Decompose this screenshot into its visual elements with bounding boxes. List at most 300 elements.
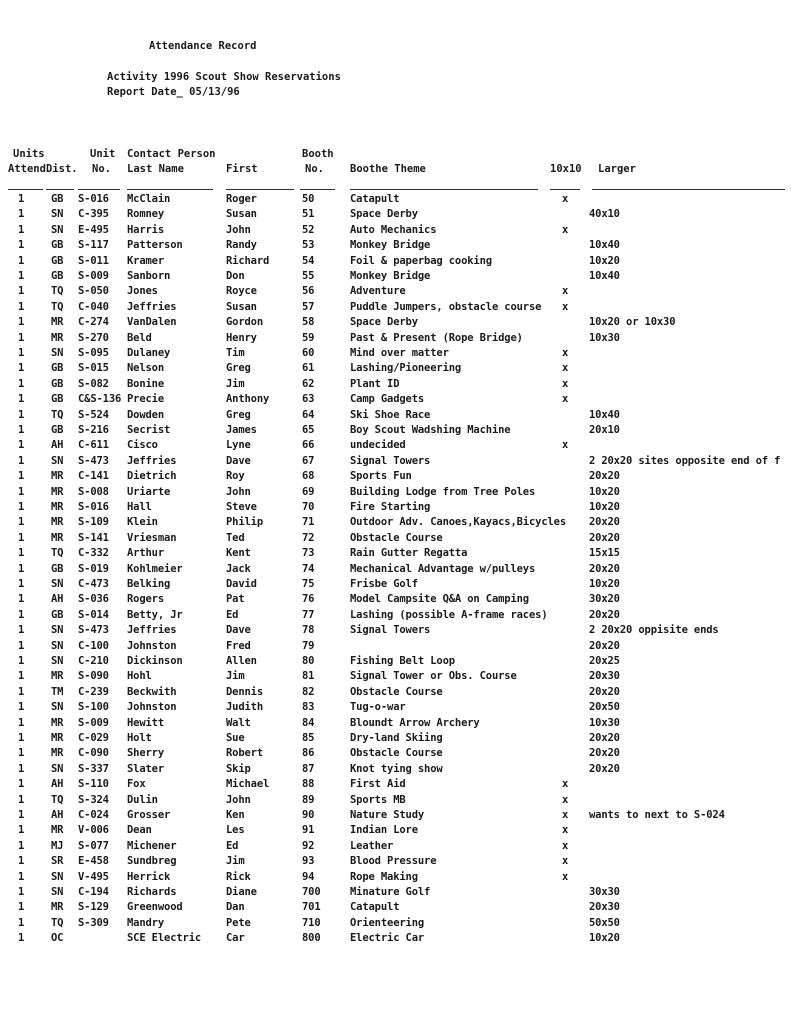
- theme-cell: Fishing Belt Loop: [350, 655, 455, 667]
- theme-cell: Frisbe Golf: [350, 578, 418, 590]
- table-row: [0, 362, 791, 377]
- first-name-cell: John: [226, 793, 251, 806]
- dist-cell: SN: [51, 886, 64, 898]
- last-name-cell: Hewitt: [127, 716, 165, 729]
- theme-cell: Tug-o-war: [350, 701, 406, 714]
- table-row: [0, 747, 791, 762]
- larger-cell: 20x20: [589, 639, 620, 652]
- attend-cell: 1: [18, 639, 25, 652]
- header-dist: Dist.: [46, 163, 78, 175]
- header-rule-10x10: [550, 189, 580, 190]
- last-name-cell: Sherry: [127, 747, 165, 760]
- ten-by-ten-mark: x: [562, 193, 569, 205]
- larger-cell: 20x30: [589, 670, 620, 683]
- attend-cell: 1: [18, 855, 25, 868]
- last-name-cell: Harris: [127, 223, 165, 236]
- dist-cell: AH: [51, 593, 64, 606]
- last-name-cell: Beckwith: [127, 685, 177, 698]
- attend-cell: 1: [18, 824, 25, 837]
- table-row: [0, 316, 791, 331]
- larger-cell: 20x20: [589, 762, 620, 775]
- table-row: [0, 516, 791, 531]
- theme-cell: Catapult: [350, 193, 400, 205]
- dist-cell: TQ: [51, 285, 64, 298]
- unit-cell: C&S-136: [78, 393, 122, 406]
- table-row: [0, 393, 791, 408]
- table-row: [0, 670, 791, 685]
- header-10x10: 10x10: [550, 163, 582, 175]
- last-name-cell: Dean: [127, 824, 152, 837]
- attend-cell: 1: [18, 747, 25, 760]
- first-name-cell: Susan: [226, 300, 257, 313]
- booth-cell: 62: [302, 377, 315, 390]
- first-name-cell: Ken: [226, 809, 245, 821]
- last-name-cell: SCE Electric: [127, 932, 202, 945]
- unit-cell: S-009: [78, 716, 109, 729]
- unit-cell: C-194: [78, 886, 109, 898]
- larger-cell: 2 20x20 sites opposite end of f: [589, 454, 781, 467]
- theme-cell: Lashing (possible A-frame races): [350, 608, 548, 621]
- dist-cell: GB: [51, 608, 64, 621]
- dist-cell: AH: [51, 778, 64, 791]
- theme-cell: Signal Towers: [350, 624, 431, 637]
- header-contact-person: Contact Person: [127, 148, 216, 160]
- attend-cell: 1: [18, 285, 25, 298]
- ten-by-ten-mark: x: [562, 393, 569, 406]
- header-rule-larger: [592, 189, 785, 190]
- table-row: [0, 332, 791, 347]
- attend-cell: 1: [18, 501, 25, 513]
- booth-cell: 69: [302, 485, 315, 498]
- table-row: [0, 840, 791, 855]
- larger-cell: 15x15: [589, 547, 620, 560]
- theme-cell: Space Derby: [350, 316, 418, 329]
- first-name-cell: Dennis: [226, 685, 264, 698]
- booth-cell: 64: [302, 408, 315, 421]
- dist-cell: SN: [51, 578, 64, 590]
- first-name-cell: James: [226, 424, 257, 436]
- unit-cell: S-216: [78, 424, 109, 436]
- ten-by-ten-mark: x: [562, 439, 569, 452]
- table-row: [0, 455, 791, 470]
- booth-cell: 65: [302, 424, 315, 436]
- attend-cell: 1: [18, 516, 25, 529]
- header-rule-first: [226, 189, 294, 190]
- last-name-cell: Nelson: [127, 362, 165, 375]
- header-attend: Attend: [8, 163, 46, 175]
- first-name-cell: Judith: [226, 701, 264, 714]
- larger-cell: 50x50: [589, 916, 620, 929]
- booth-cell: 66: [302, 439, 315, 452]
- last-name-cell: Dickinson: [127, 655, 183, 667]
- larger-cell: 20x20: [589, 732, 620, 744]
- attend-cell: 1: [18, 732, 25, 744]
- theme-cell: Puddle Jumpers, obstacle course: [350, 300, 542, 313]
- unit-cell: C-239: [78, 685, 109, 698]
- first-name-cell: Anthony: [226, 393, 270, 406]
- ten-by-ten-mark: x: [562, 778, 569, 791]
- attend-cell: 1: [18, 377, 25, 390]
- larger-cell: 30x30: [589, 886, 620, 898]
- attend-cell: 1: [18, 608, 25, 621]
- booth-cell: 90: [302, 809, 315, 821]
- theme-cell: Space Derby: [350, 208, 418, 221]
- dist-cell: MR: [51, 516, 64, 529]
- attend-cell: 1: [18, 916, 25, 929]
- first-name-cell: Gordon: [226, 316, 264, 329]
- larger-cell: 10x20: [589, 485, 620, 498]
- table-row: [0, 732, 791, 747]
- last-name-cell: Michener: [127, 839, 177, 852]
- last-name-cell: Johnston: [127, 639, 177, 652]
- ten-by-ten-mark: x: [562, 223, 569, 236]
- last-name-cell: Precie: [127, 393, 165, 406]
- larger-cell: 20x10: [589, 424, 620, 436]
- theme-cell: Nature Study: [350, 809, 425, 821]
- booth-cell: 53: [302, 239, 315, 252]
- last-name-cell: Greenwood: [127, 901, 183, 914]
- booth-cell: 63: [302, 393, 315, 406]
- booth-cell: 79: [302, 639, 315, 652]
- attend-cell: 1: [18, 239, 25, 252]
- table-row: [0, 578, 791, 593]
- unit-cell: S-015: [78, 362, 109, 375]
- table-row: [0, 717, 791, 732]
- unit-cell: C-395: [78, 208, 109, 221]
- table-row: [0, 255, 791, 270]
- first-name-cell: Pat: [226, 593, 245, 606]
- attend-cell: 1: [18, 408, 25, 421]
- dist-cell: MR: [51, 485, 64, 498]
- first-name-cell: Robert: [226, 747, 264, 760]
- theme-cell: Monkey Bridge: [350, 239, 431, 252]
- booth-cell: 78: [302, 624, 315, 637]
- dist-cell: MR: [51, 470, 64, 483]
- last-name-cell: Arthur: [127, 547, 165, 560]
- attend-cell: 1: [18, 670, 25, 683]
- theme-cell: Rain Gutter Regatta: [350, 547, 468, 560]
- first-name-cell: Skip: [226, 762, 251, 775]
- theme-cell: First Aid: [350, 778, 406, 791]
- unit-cell: S-014: [78, 608, 109, 621]
- table-row: [0, 778, 791, 793]
- attend-cell: 1: [18, 932, 25, 945]
- theme-cell: undecided: [350, 439, 406, 452]
- dist-cell: GB: [51, 562, 64, 575]
- booth-cell: 50: [302, 193, 315, 205]
- dist-cell: TQ: [51, 300, 64, 313]
- dist-cell: MR: [51, 747, 64, 760]
- last-name-cell: Jeffries: [127, 300, 177, 313]
- header-unit: Unit: [90, 148, 116, 160]
- dist-cell: MR: [51, 901, 64, 914]
- table-row: [0, 470, 791, 485]
- header-rule-booth: [300, 189, 335, 190]
- table-row: [0, 624, 791, 639]
- booth-cell: 51: [302, 208, 315, 221]
- table-row: [0, 378, 791, 393]
- first-name-cell: Jim: [226, 377, 245, 390]
- first-name-cell: Greg: [226, 362, 251, 375]
- unit-cell: S-050: [78, 285, 109, 298]
- unit-cell: S-100: [78, 701, 109, 714]
- first-name-cell: Steve: [226, 501, 257, 513]
- first-name-cell: Fred: [226, 639, 251, 652]
- unit-cell: S-095: [78, 347, 109, 359]
- attend-cell: 1: [18, 870, 25, 883]
- header-last-name: Last Name: [127, 163, 184, 175]
- dist-cell: MR: [51, 732, 64, 744]
- dist-cell: MJ: [51, 839, 64, 852]
- attend-cell: 1: [18, 531, 25, 544]
- table-row: [0, 824, 791, 839]
- table-row: [0, 686, 791, 701]
- table-row: [0, 239, 791, 254]
- theme-cell: Obstacle Course: [350, 685, 443, 698]
- first-name-cell: Dan: [226, 901, 245, 914]
- unit-cell: C-141: [78, 470, 109, 483]
- first-name-cell: Sue: [226, 732, 245, 744]
- first-name-cell: Greg: [226, 408, 251, 421]
- booth-cell: 88: [302, 778, 315, 791]
- attend-cell: 1: [18, 193, 25, 205]
- last-name-cell: Betty, Jr: [127, 608, 183, 621]
- unit-cell: S-141: [78, 531, 109, 544]
- header-rule-attend: [8, 189, 43, 190]
- table-row: [0, 609, 791, 624]
- table-row: [0, 871, 791, 886]
- booth-cell: 87: [302, 762, 315, 775]
- booth-cell: 81: [302, 670, 315, 683]
- booth-cell: 58: [302, 316, 315, 329]
- header-booth: Booth: [302, 148, 334, 160]
- booth-cell: 82: [302, 685, 315, 698]
- attend-cell: 1: [18, 316, 25, 329]
- first-name-cell: Lyne: [226, 439, 251, 452]
- booth-cell: 85: [302, 732, 315, 744]
- booth-cell: 60: [302, 347, 315, 359]
- theme-cell: Bloundt Arrow Archery: [350, 716, 480, 729]
- theme-cell: Model Campsite Q&A on Camping: [350, 593, 529, 606]
- dist-cell: SN: [51, 639, 64, 652]
- dist-cell: SN: [51, 454, 64, 467]
- unit-cell: S-524: [78, 408, 109, 421]
- dist-cell: GB: [51, 424, 64, 436]
- last-name-cell: Kohlmeier: [127, 562, 183, 575]
- first-name-cell: Les: [226, 824, 245, 837]
- last-name-cell: Johnston: [127, 701, 177, 714]
- first-name-cell: Philip: [226, 516, 264, 529]
- attend-cell: 1: [18, 578, 25, 590]
- dist-cell: MR: [51, 824, 64, 837]
- theme-cell: Minature Golf: [350, 886, 431, 898]
- first-name-cell: Henry: [226, 331, 257, 344]
- last-name-cell: Hall: [127, 501, 152, 513]
- last-name-cell: Sanborn: [127, 270, 171, 282]
- first-name-cell: Pete: [226, 916, 251, 929]
- unit-cell: S-016: [78, 501, 109, 513]
- booth-cell: 59: [302, 331, 315, 344]
- dist-cell: SN: [51, 701, 64, 714]
- booth-cell: 710: [302, 916, 321, 929]
- larger-cell: 20x20: [589, 470, 620, 483]
- first-name-cell: Susan: [226, 208, 257, 221]
- last-name-cell: Grosser: [127, 809, 171, 821]
- theme-cell: Foil & paperbag cooking: [350, 254, 492, 267]
- first-name-cell: Ted: [226, 531, 245, 544]
- attend-cell: 1: [18, 300, 25, 313]
- attend-cell: 1: [18, 254, 25, 267]
- dist-cell: GB: [51, 362, 64, 375]
- unit-cell: C-611: [78, 439, 109, 452]
- larger-cell: 10x20: [589, 578, 620, 590]
- first-name-cell: Dave: [226, 624, 251, 637]
- ten-by-ten-mark: x: [562, 300, 569, 313]
- dist-cell: MR: [51, 716, 64, 729]
- theme-cell: Past & Present (Rope Bridge): [350, 331, 523, 344]
- ten-by-ten-mark: x: [562, 377, 569, 390]
- attend-cell: 1: [18, 778, 25, 791]
- table-row: [0, 901, 791, 916]
- booth-cell: 83: [302, 701, 315, 714]
- larger-cell: 10x40: [589, 270, 620, 282]
- last-name-cell: Holt: [127, 732, 152, 744]
- larger-cell: wants to next to S-024: [589, 809, 725, 821]
- first-name-cell: Don: [226, 270, 245, 282]
- first-name-cell: John: [226, 485, 251, 498]
- attend-cell: 1: [18, 562, 25, 575]
- dist-cell: SN: [51, 223, 64, 236]
- unit-cell: C-024: [78, 809, 109, 821]
- booth-cell: 56: [302, 285, 315, 298]
- booth-cell: 61: [302, 362, 315, 375]
- ten-by-ten-mark: x: [562, 870, 569, 883]
- last-name-cell: Uriarte: [127, 485, 171, 498]
- last-name-cell: Beld: [127, 331, 152, 344]
- attend-cell: 1: [18, 839, 25, 852]
- header-rule-last-name: [127, 189, 213, 190]
- unit-cell: S-473: [78, 624, 109, 637]
- dist-cell: GB: [51, 254, 64, 267]
- first-name-cell: Ed: [226, 839, 239, 852]
- last-name-cell: Sundbreg: [127, 855, 177, 868]
- dist-cell: MR: [51, 670, 64, 683]
- dist-cell: SN: [51, 624, 64, 637]
- unit-cell: S-011: [78, 254, 109, 267]
- last-name-cell: Secrist: [127, 424, 171, 436]
- attend-cell: 1: [18, 547, 25, 560]
- theme-cell: Electric Car: [350, 932, 425, 945]
- unit-cell: C-210: [78, 655, 109, 667]
- booth-cell: 701: [302, 901, 321, 914]
- unit-cell: S-117: [78, 239, 109, 252]
- unit-cell: S-110: [78, 778, 109, 791]
- first-name-cell: Ed: [226, 608, 239, 621]
- ten-by-ten-mark: x: [562, 855, 569, 868]
- first-name-cell: Kent: [226, 547, 251, 560]
- larger-cell: 10x40: [589, 239, 620, 252]
- attend-cell: 1: [18, 439, 25, 452]
- unit-cell: S-077: [78, 839, 109, 852]
- booth-cell: 57: [302, 300, 315, 313]
- dist-cell: GB: [51, 393, 64, 406]
- larger-cell: 10x20 or 10x30: [589, 316, 676, 329]
- dist-cell: SR: [51, 855, 64, 868]
- table-row: [0, 917, 791, 932]
- dist-cell: TQ: [51, 793, 64, 806]
- last-name-cell: Herrick: [127, 870, 171, 883]
- header-first: First: [226, 163, 258, 175]
- ten-by-ten-mark: x: [562, 839, 569, 852]
- ten-by-ten-mark: x: [562, 362, 569, 375]
- last-name-cell: Cisco: [127, 439, 158, 452]
- theme-cell: Orienteering: [350, 916, 425, 929]
- last-name-cell: Richards: [127, 886, 177, 898]
- first-name-cell: Roy: [226, 470, 245, 483]
- last-name-cell: Belking: [127, 578, 171, 590]
- larger-cell: 10x30: [589, 716, 620, 729]
- theme-cell: Knot tying show: [350, 762, 443, 775]
- last-name-cell: Romney: [127, 208, 165, 221]
- unit-cell: S-270: [78, 331, 109, 344]
- theme-cell: Outdoor Adv. Canoes,Kayacs,Bicycles: [350, 516, 567, 529]
- dist-cell: GB: [51, 270, 64, 282]
- first-name-cell: Diane: [226, 886, 257, 898]
- booth-cell: 73: [302, 547, 315, 560]
- unit-cell: S-309: [78, 916, 109, 929]
- theme-cell: Blood Pressure: [350, 855, 437, 868]
- unit-cell: V-495: [78, 870, 109, 883]
- booth-cell: 54: [302, 254, 315, 267]
- attend-cell: 1: [18, 793, 25, 806]
- theme-cell: Plant ID: [350, 377, 400, 390]
- booth-cell: 75: [302, 578, 315, 590]
- unit-cell: S-009: [78, 270, 109, 282]
- larger-cell: 10x20: [589, 254, 620, 267]
- theme-cell: Monkey Bridge: [350, 270, 431, 282]
- attend-cell: 1: [18, 716, 25, 729]
- booth-cell: 55: [302, 270, 315, 282]
- larger-cell: 10x20: [589, 932, 620, 945]
- booth-cell: 71: [302, 516, 315, 529]
- table-row: [0, 640, 791, 655]
- table-row: [0, 593, 791, 608]
- attend-cell: 1: [18, 347, 25, 359]
- theme-cell: Obstacle Course: [350, 531, 443, 544]
- attend-cell: 1: [18, 762, 25, 775]
- unit-cell: S-082: [78, 377, 109, 390]
- unit-cell: S-324: [78, 793, 109, 806]
- larger-cell: 10x30: [589, 331, 620, 344]
- booth-cell: 700: [302, 886, 321, 898]
- dist-cell: GB: [51, 239, 64, 252]
- larger-cell: 10x40: [589, 408, 620, 421]
- dist-cell: MR: [51, 316, 64, 329]
- theme-cell: Boy Scout Wadshing Machine: [350, 424, 511, 436]
- first-name-cell: John: [226, 223, 251, 236]
- attend-cell: 1: [18, 624, 25, 637]
- theme-cell: Adventure: [350, 285, 406, 298]
- dist-cell: MR: [51, 501, 64, 513]
- table-row: [0, 886, 791, 901]
- booth-cell: 80: [302, 655, 315, 667]
- larger-cell: 20x20: [589, 747, 620, 760]
- attend-cell: 1: [18, 886, 25, 898]
- booth-cell: 77: [302, 608, 315, 621]
- theme-cell: Mechanical Advantage w/pulleys: [350, 562, 536, 575]
- dist-cell: SN: [51, 762, 64, 775]
- first-name-cell: Jim: [226, 670, 245, 683]
